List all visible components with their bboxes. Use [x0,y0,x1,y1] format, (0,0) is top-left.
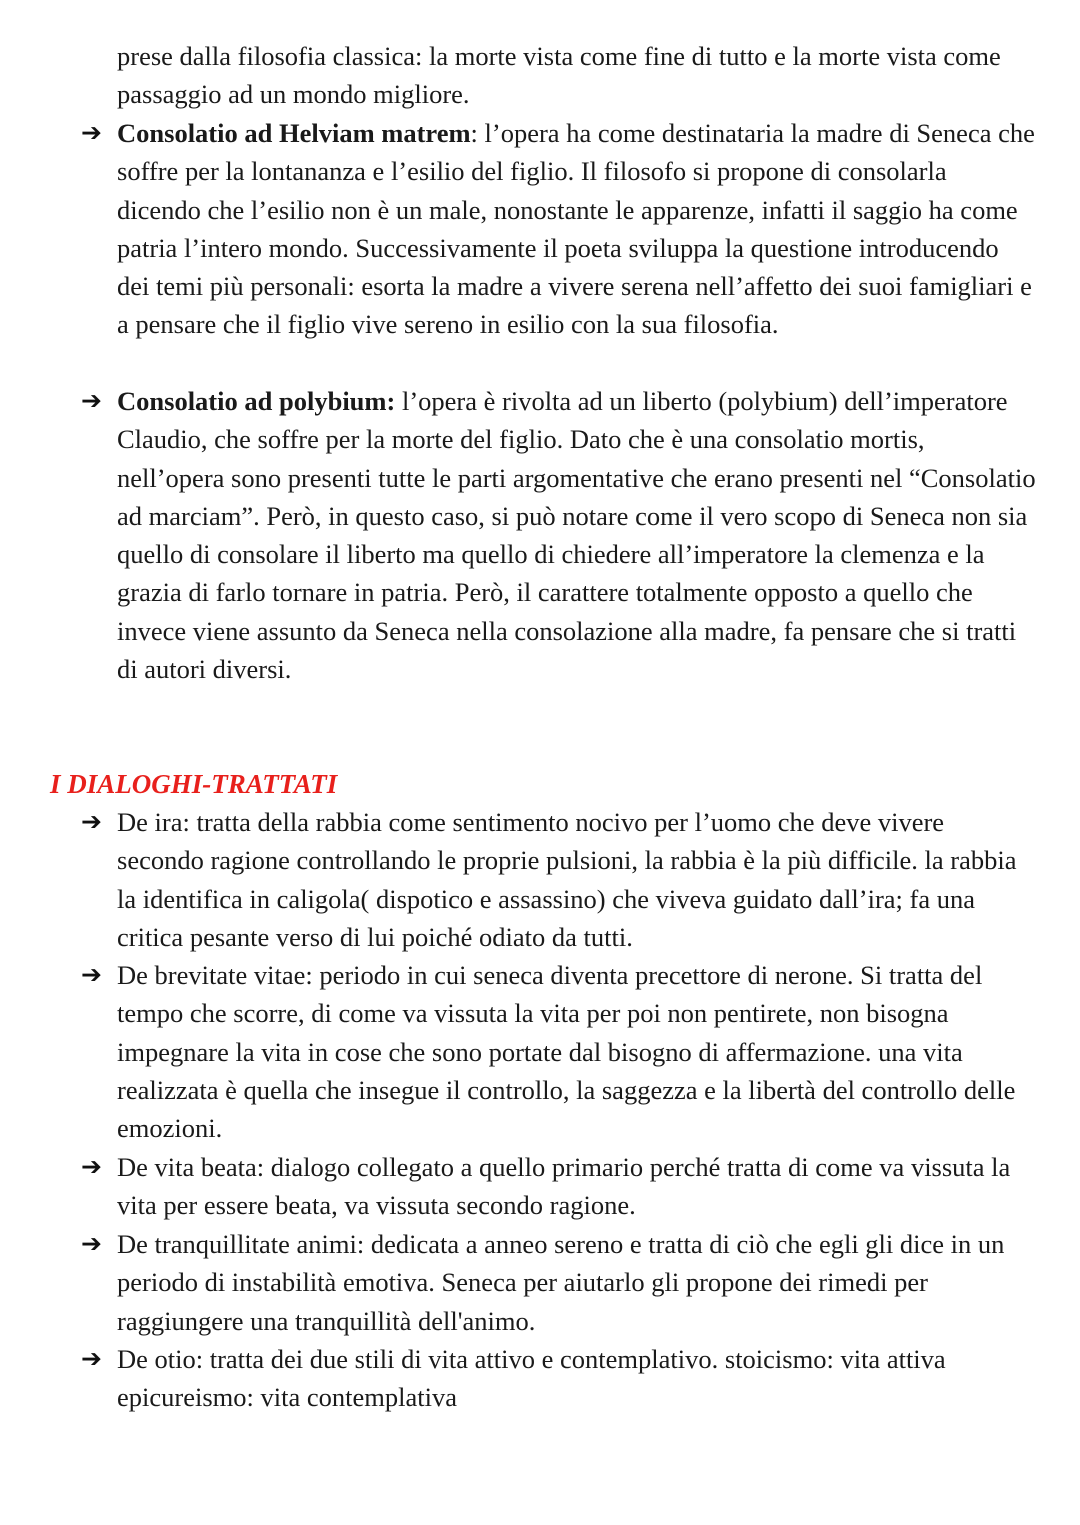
list-item-de-otio [81,1340,1037,1417]
intro-paragraph: prese dalla filosofia classica: la morte vista come fine di tutto e la morte vista come passaggio ad un mondo migliore. [117,41,1001,110]
work-title: Consolatio ad polybium: [117,386,396,416]
arrow-right-icon: ➔ [81,1344,102,1373]
work-description: : l’opera ha come destinataria la madre di Seneca che soffre per la lontananza e l’esilio del figlio. Il filosofo si propone di consolarla dicendo che l’esilio non è un male, nonostante le apparenze, infatti il saggio ha come patria l’intero mondo. Successivamente il poeta sviluppa la questione introducendo dei temi più personali: esorta la madre a vivere serena nell’affetto dei suoi famigliari e a pensare che il figlio vive sereno in esilio con la sua filosofia. [117,118,1035,340]
item-text: De otio: tratta dei due stili di vita attivo e contemplativo. stoicismo: vita attiva epicureismo: vita contemplativa [117,1344,946,1413]
list-item-consolatio-polybium [81,382,1037,688]
item-text: De vita beata: dialogo collegato a quello primario perché tratta di come va vissuta la vita per essere beata, va vissuta secondo ragione. [117,1152,1011,1221]
arrow-right-icon: ➔ [81,960,102,989]
arrow-right-icon: ➔ [81,386,102,415]
work-description: l’opera è rivolta ad un liberto (polybium) dell’imperatore Claudio, che soffre per la morte del figlio. Dato che è una consolatio mortis, nell’opera sono presenti tutte le parti argomentative che erano presenti nel “Consolatio ad marciam”. Però, in questo caso, si può notare come il vero scopo di Seneca non sia quello di consolare il liberto ma quello di chiedere all’imperatore la clemenza e la grazia di farlo tornare in patria. Però, il carattere totalmente opposto a quello che invece viene assunto da Seneca nella consolazione alla madre, fa pensare che si tratti di autori diversi. [117,386,1036,685]
item-text: De brevitate vitae: periodo in cui seneca diventa precettore di nerone. Si tratta del tempo che scorre, di come va vissuta la vita per poi non pentirete, non bisogna impegnare la vita in cose che sono portate dal bisogno di affermazione. una vita realizzata è quella che insegue il controllo, la saggezza e la libertà del controllo delle emozioni. [117,960,1016,1144]
list-item-consolatio-helviam [81,114,1037,344]
arrow-right-icon: ➔ [81,118,102,147]
section-heading: I DIALOGHI-TRATTATI [50,769,338,799]
arrow-right-icon: ➔ [81,1152,102,1181]
arrow-right-icon: ➔ [81,1229,102,1258]
list-item-de-tranquillitate-animi [81,1225,1037,1340]
list-item-de-ira [81,803,1037,956]
list-item-de-brevitate-vitae [81,956,1037,1147]
work-title: Consolatio ad Helviam matrem [117,118,471,148]
item-text: De ira: tratta della rabbia come sentimento nocivo per l’uomo che deve vivere secondo ragione controllando le proprie pulsioni, la rabbia è la più difficile. la rabbia la identifica in caligola( dispotico e assassino) che viveva guidato dall’ira; fa una critica pesante verso di lui poiché odiato da tutti. [117,807,1017,952]
item-text: De tranquillitate animi: dedicata a anneo sereno e tratta di ciò che egli gli dice in un periodo di instabilità emotiva. Seneca per aiutarlo gli propone dei rimedi per raggiungere una tranquillità dell'animo. [117,1229,1005,1336]
arrow-right-icon: ➔ [81,807,102,836]
list-item-de-vita-beata [81,1148,1037,1225]
